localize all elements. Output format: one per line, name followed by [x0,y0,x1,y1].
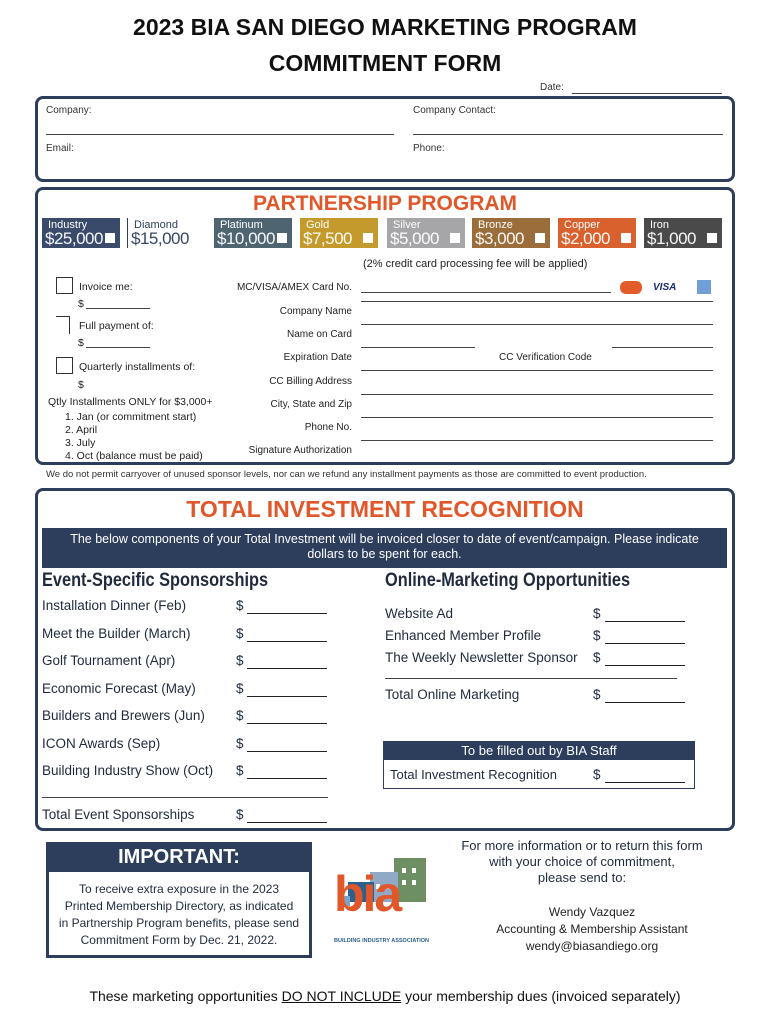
contact-instructions [432,838,732,886]
date-label: Date: [540,82,564,93]
important-line: To receive extra exposure in the 2023 [78,882,280,896]
disclaimer: We do not permit carryover of unused sponsor levels, nor can we refund any installment payments as those are committed to event production. [46,469,647,480]
billing-address-field[interactable] [361,394,713,395]
event-item-label: Golf Tournament (Apr) [42,653,176,668]
tier-amount: $5,000 [390,229,439,248]
event-item-dollar: $ [236,680,244,696]
online-item-label: The Weekly Newsletter Sponsor [385,650,578,665]
recognition-banner: The below components of your Total Investment will be invoiced closer to date of event/campaign. Please indicate dollars to be spent for each. [42,528,727,568]
event-item-label: Building Industry Show (Oct) [42,763,214,778]
expiration-label: Expiration Date [283,352,352,363]
phone-no-label: Phone No. [304,422,352,433]
tier-checkbox[interactable] [105,233,115,243]
contact-name: Wendy Vazquez [548,905,636,919]
signature-label: Signature Authorization [248,445,352,456]
expiration-field[interactable] [361,370,713,371]
tier-name: Bronze [478,219,513,231]
event-item-dollar: $ [236,653,244,668]
event-divider [42,797,328,798]
company-field[interactable] [46,134,394,135]
event-item-label: Installation Dinner (Feb) [42,598,187,613]
card-number-label: MC/VISA/AMEX Card No. [236,282,352,293]
company-contact-label: Company Contact: [413,105,496,116]
qtly-note: Qtly Installments ONLY for $3,000+ [48,396,213,408]
name-on-card-field-2[interactable] [612,347,713,348]
important-line: Printed Membership Directory, as indicated [64,899,294,913]
tier-platinum[interactable] [214,218,292,248]
contact-box [35,96,735,182]
important-line: Commitment Form by Dec. 21, 2022. [80,933,278,947]
full-payment-label: Full payment of: [79,320,154,332]
online-item-label: Enhanced Member Profile [385,628,542,643]
staff-total-dollar: $ [593,767,601,782]
schedule-item: 2. April [65,424,98,436]
event-item-label: Builders and Brewers (Jun) [42,708,205,723]
important-text [46,881,312,949]
online-item-field[interactable] [605,643,685,644]
tier-amount: $15,000 [131,229,189,248]
quarterly-dollar: $ [78,379,84,391]
contact-instruction-line: For more information or to return this form [461,838,703,853]
invoice-label: Invoice me: [79,281,133,293]
footer-post: your membership dues (invoiced separately) [401,988,681,1004]
phone-no-field[interactable] [361,440,713,441]
online-total-field[interactable] [605,702,685,703]
name-on-card-field[interactable] [361,347,475,348]
contact-instruction-line: please send to: [537,870,627,885]
contact-person [442,904,742,955]
schedule-item: 4. Oct (balance must be paid) [65,450,203,462]
event-item-field[interactable] [247,613,327,614]
mastercard-icon [620,281,642,294]
footer-note [0,988,770,1004]
tier-bronze[interactable] [472,218,550,248]
fee-note: (2% credit card processing fee will be applied) [363,258,588,270]
online-divider [385,678,677,679]
recognition-heading: TOTAL INVESTMENT RECOGNITION [186,496,584,522]
invoice-dollar: $ [78,298,84,310]
contact-role: Accounting & Membership Assistant [496,922,688,936]
online-item-field[interactable] [605,665,685,666]
quarterly-label: Quarterly installments of: [79,361,196,373]
tier-name: Iron [650,219,669,231]
event-item-label: Meet the Builder (March) [42,625,191,641]
quarterly-checkbox[interactable] [56,357,73,374]
full-payment-checkbox[interactable] [56,316,70,334]
event-item-dollar: $ [236,598,244,613]
online-total-label: Total Online Marketing [385,687,520,702]
tier-checkbox[interactable] [450,233,460,243]
online-item-dollar: $ [593,606,601,621]
city-state-zip-field[interactable] [361,417,713,418]
phone-label: Phone: [413,143,445,154]
company-name-field[interactable] [361,324,713,325]
event-item-field[interactable] [247,751,327,752]
event-item-dollar: $ [236,625,244,641]
tier-amount: $3,000 [475,229,524,248]
contact-email[interactable]: wendy@biasandiego.org [525,939,659,953]
online-item-field[interactable] [605,621,685,622]
event-item-label: Economic Forecast (May) [42,680,196,696]
full-payment-dollar: $ [78,337,84,349]
date-field[interactable] [572,93,722,94]
tier-name: Industry [48,219,88,231]
billing-address-label: CC Billing Address [269,376,352,387]
tier-amount: $25,000 [45,229,103,248]
schedule-item: 3. July [65,437,96,449]
amex-icon [697,280,711,294]
event-item-label: ICON Awards (Sep) [42,735,161,751]
tier-gold[interactable] [300,218,378,248]
event-item-dollar: $ [236,708,244,723]
company-contact-field[interactable] [413,134,723,135]
city-state-zip-label: City, State and Zip [270,399,352,410]
event-heading: Event-Specific Sponsorships [42,570,269,591]
staff-total-field[interactable] [605,782,685,783]
form-title-line2: COMMITMENT FORM [268,50,502,76]
tier-checkbox[interactable] [707,233,717,243]
footer-emphasis: DO NOT INCLUDE [281,988,402,1004]
staff-banner: To be filled out by BIA Staff [383,741,695,760]
name-on-card-label: Name on Card [286,329,352,340]
event-total-field[interactable] [247,822,327,823]
event-item-field[interactable] [247,696,327,697]
online-item-dollar: $ [593,650,601,665]
tier-name: Copper [564,219,601,231]
visa-icon: VISA [653,282,677,293]
form-title-line1: 2023 BIA SAN DIEGO MARKETING PROGRAM [133,14,637,40]
tier-checkbox[interactable] [363,233,373,243]
event-item-field[interactable] [247,668,327,669]
tier-amount: $2,000 [561,229,610,248]
tier-name: Platinum [220,219,263,231]
company-name-label: Company Name [279,306,352,317]
staff-total-label: Total Investment Recognition [390,767,557,782]
tier-name: Silver [393,219,421,231]
tier-industry[interactable] [42,218,120,248]
event-total-label: Total Event Sponsorships [42,807,195,822]
tier-iron[interactable] [644,218,722,248]
partnership-heading: PARTNERSHIP PROGRAM [252,192,518,215]
card-number-field[interactable] [361,292,611,293]
tier-amount: $7,500 [303,229,352,248]
email-label: Email: [46,143,74,154]
tier-amount: $10,000 [217,229,275,248]
footer-pre: These marketing opportunities [89,988,282,1004]
full-payment-amount-field[interactable] [86,347,150,348]
event-item-dollar: $ [236,735,244,751]
online-item-label: Website Ad [385,606,454,621]
card-number-line2 [361,301,713,302]
event-item-field[interactable] [247,723,327,724]
tier-name: Diamond [134,219,179,231]
tier-amount: $1,000 [647,229,696,248]
company-label: Company: [46,105,92,116]
tier-checkbox[interactable] [535,233,545,243]
bia-logo-subtitle: BUILDING INDUSTRY ASSOCIATION [334,938,430,944]
tier-silver[interactable] [387,218,465,248]
online-heading: Online-Marketing Opportunities [385,570,631,591]
important-heading: IMPORTANT: [46,842,312,872]
event-total-dollar: $ [236,807,244,822]
invoice-amount-field[interactable] [86,308,150,309]
event-item-field[interactable] [247,641,327,642]
bia-logo-text: bia [334,866,401,922]
invoice-checkbox[interactable] [56,277,73,294]
tier-name: Gold [306,219,330,231]
online-total-dollar: $ [593,687,601,702]
contact-instruction-line: with your choice of commitment, [489,854,675,869]
tier-checkbox[interactable] [621,233,631,243]
tier-diamond[interactable] [127,218,205,248]
event-item-dollar: $ [236,763,244,778]
tier-copper[interactable] [558,218,636,248]
event-item-field[interactable] [247,778,327,779]
online-item-dollar: $ [593,628,601,643]
schedule-item: 1. Jan (or commitment start) [65,411,197,423]
cvc-label: CC Verification Code [499,352,592,363]
tier-checkbox[interactable] [277,233,287,243]
important-line: in Partnership Program benefits, please send [58,916,300,930]
